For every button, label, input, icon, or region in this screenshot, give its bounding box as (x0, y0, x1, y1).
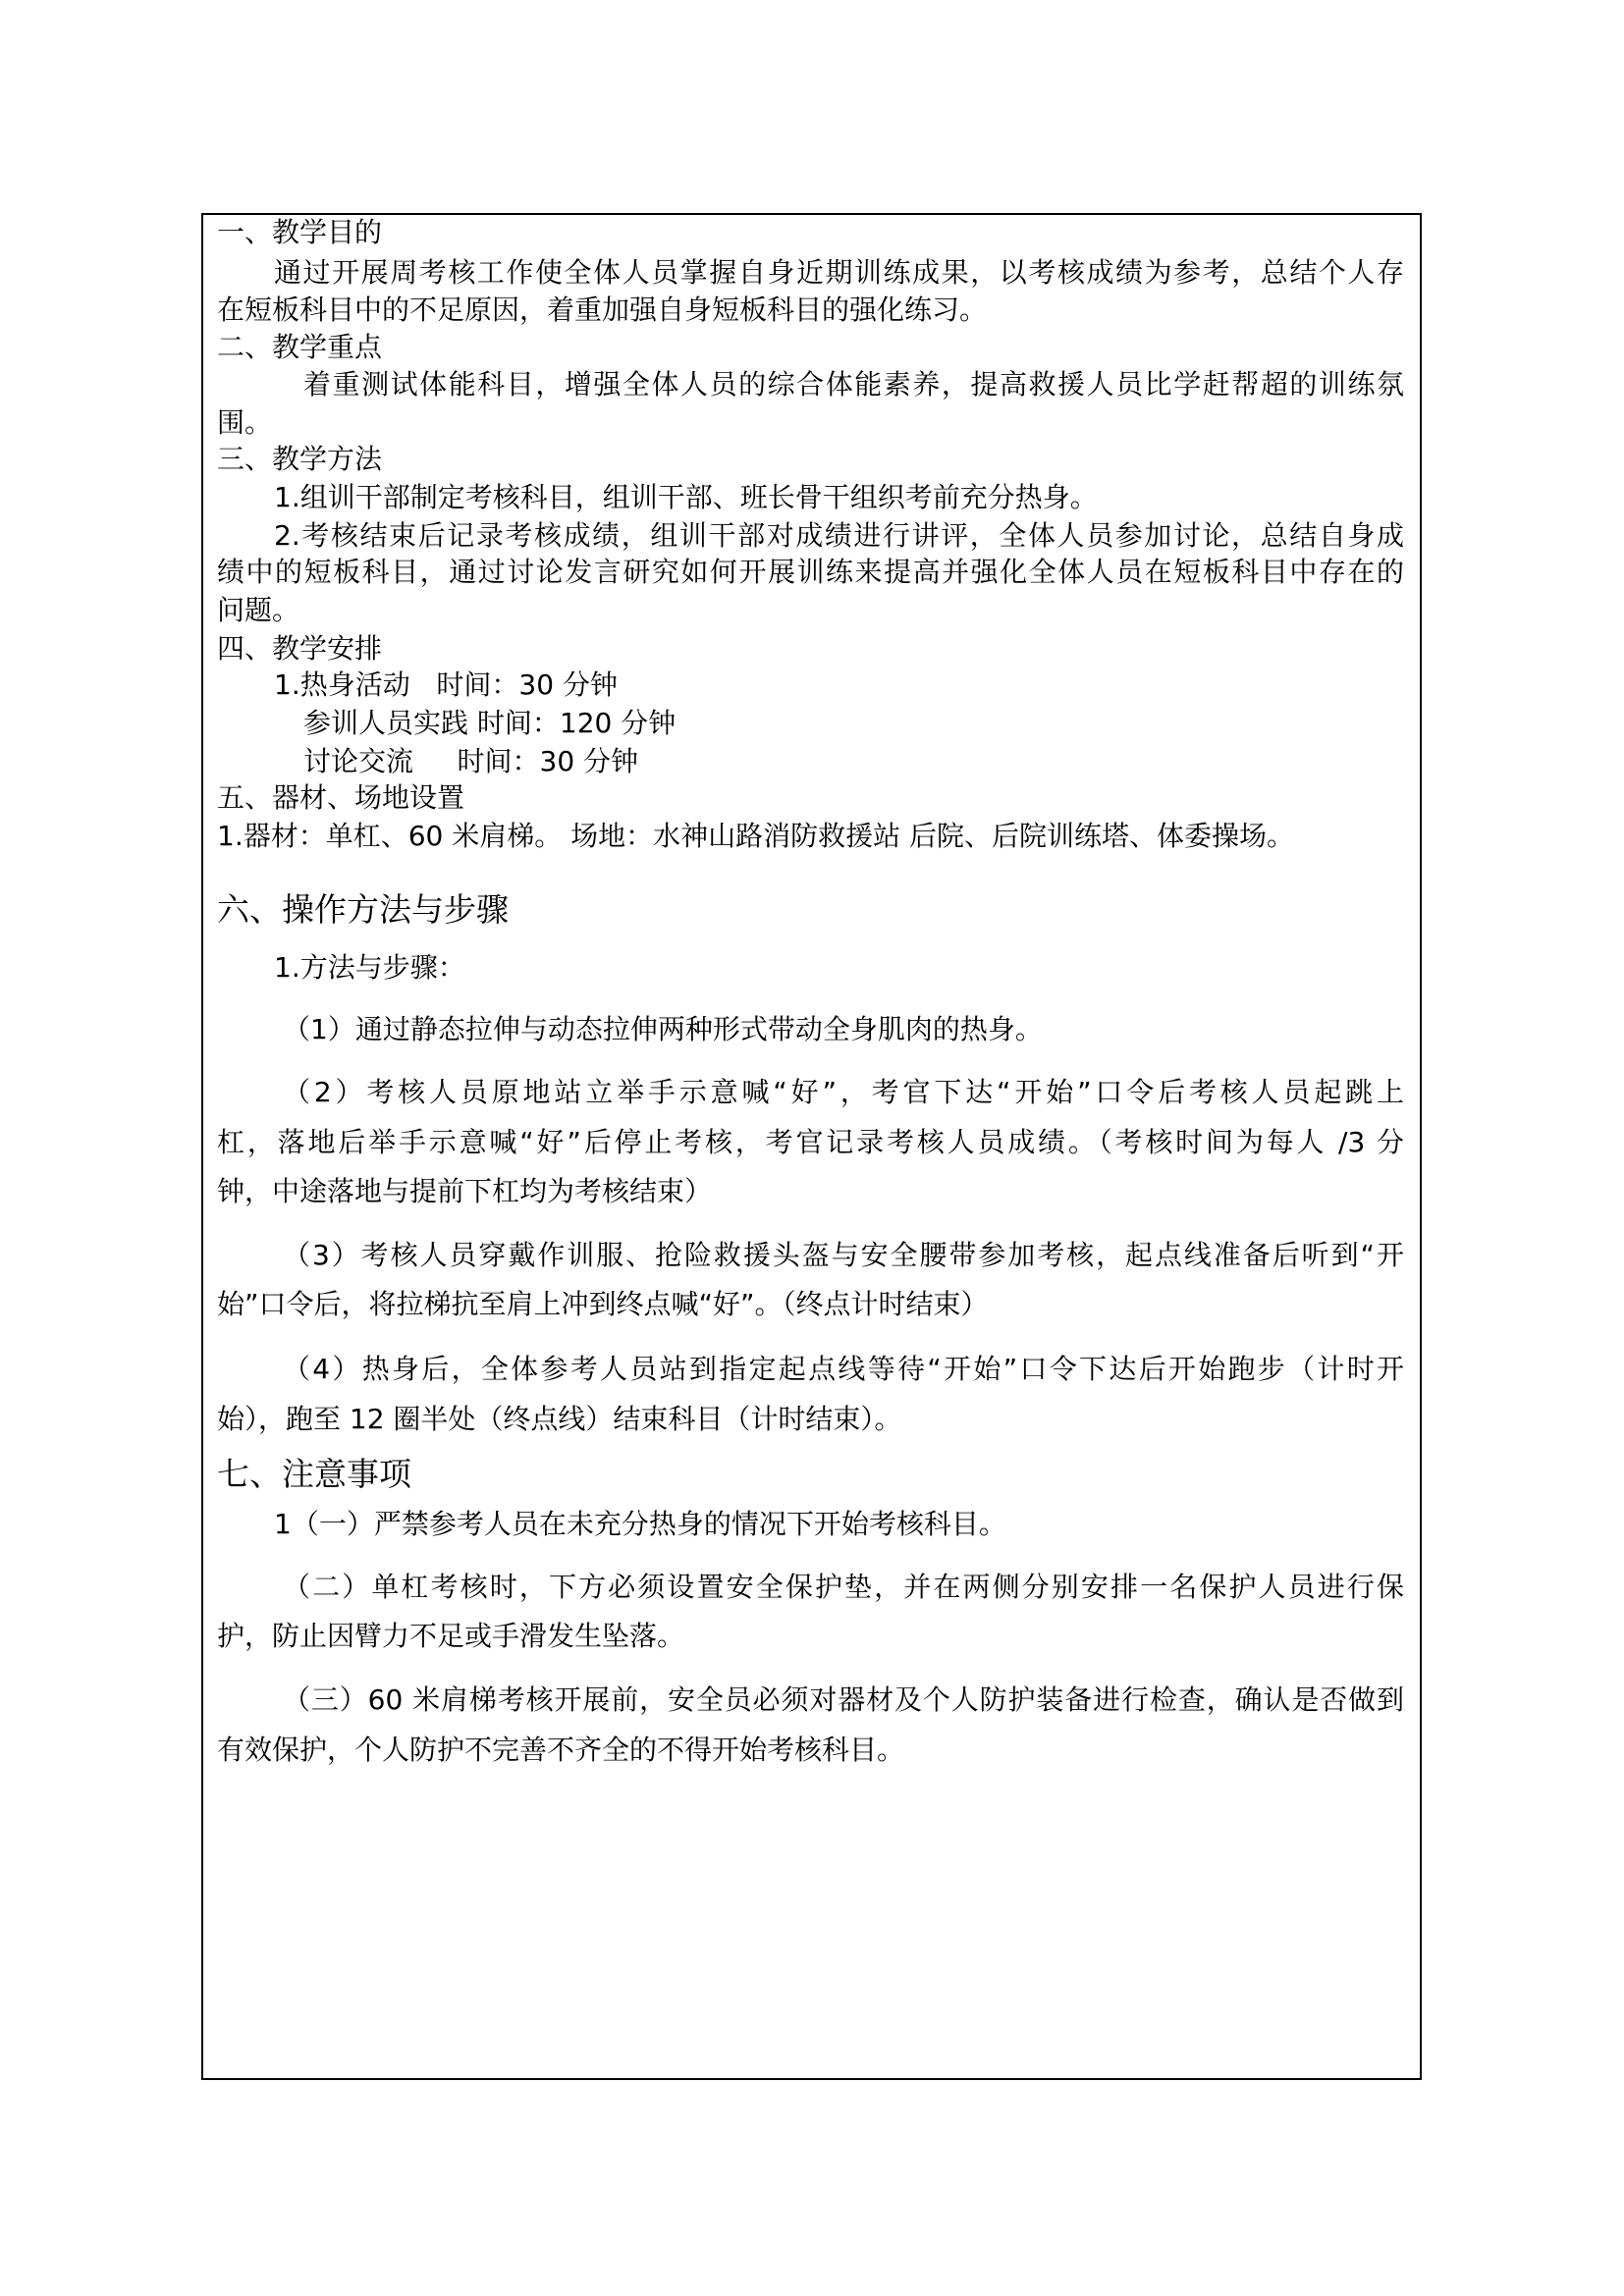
paragraph-line: 在短板科目中的不足原因，着重加强自身短板科目的强化练习。 (217, 294, 988, 326)
paragraph-line: 2.考核结束后记录考核成绩，组训干部对成绩进行讲评，全体人员参加讨论，总结自身成 (274, 519, 1404, 552)
section-heading-methods: 三、教学方法 (217, 443, 383, 475)
paragraph-line: （1）通过静态拉伸与动态拉伸两种形式带动全身肌肉的热身。 (283, 1013, 1043, 1045)
paragraph-line: 1.组训干部制定考核科目，组训干部、班长骨干组织考前充分热身。 (274, 481, 1098, 513)
section-heading-equipment: 五、器材、场地设置 (217, 781, 465, 814)
schedule-item: 1.热身活动 时间：30 分钟 (274, 668, 618, 701)
paragraph-line: 围。 (217, 406, 273, 439)
section-heading-objective: 一、教学目的 (217, 216, 383, 248)
paragraph-line: （二）单杠考核时，下方必须设置安全保护垫，并在两侧分别安排一名保护人员进行保 (283, 1571, 1404, 1603)
paragraph-line: 始”口令后，将拉梯抗至肩上冲到终点喊“好”。（终点计时结束） (217, 1288, 989, 1320)
section-heading-precautions: 七、注意事项 (217, 1455, 411, 1493)
paragraph-line: 1（一）严禁参考人员在未充分热身的情况下开始考核科目。 (274, 1508, 1006, 1540)
paragraph-line: （4）热身后，全体参考人员站到指定起点线等待“开始”口令下达后开始跑步（计时开 (283, 1353, 1404, 1385)
paragraph-line: 绩中的短板科目，通过讨论发言研究如何开展训练来提高并强化全体人员在短板科目中存在的 (217, 556, 1404, 588)
paragraph-line: 问题。 (217, 594, 300, 626)
section-heading-procedure: 六、操作方法与步骤 (217, 890, 509, 929)
paragraph-line: 钟，中途落地与提前下杠均为考核结束） (217, 1175, 713, 1207)
paragraph-line: （2）考核人员原地站立举手示意喊“好”，考官下达“开始”口令后考核人员起跳上 (283, 1076, 1404, 1108)
paragraph-line: 杠，落地后举手示意喊“好”后停止考核，考官记录考核人员成绩。（考核时间为每人 /3 分 (217, 1126, 1404, 1158)
paragraph-line: 有效保护，个人防护不完善不齐全的不得开始考核科目。 (217, 1734, 905, 1766)
section-heading-schedule: 四、教学安排 (217, 632, 383, 665)
paragraph-line: 1.器材：单杠、60 米肩梯。 场地：水神山路消防救援站 后院、后院训练塔、体委操场。 (217, 820, 1295, 852)
paragraph-line: 护，防止因臂力不足或手滑发生坠落。 (217, 1620, 685, 1652)
schedule-item: 讨论交流 时间：30 分钟 (303, 745, 639, 777)
paragraph-line: 通过开展周考核工作使全体人员掌握自身近期训练成果，以考核成绩为参考，总结个人存 (274, 256, 1404, 289)
schedule-item: 参训人员实践 时间：120 分钟 (303, 707, 677, 739)
section-heading-key-points: 二、教学重点 (217, 331, 383, 363)
paragraph-line: 着重测试体能科目，增强全体人员的综合体能素养，提高救援人员比学赶帮超的训练氛 (303, 368, 1404, 400)
paragraph-line: 1.方法与步骤： (274, 951, 465, 984)
paragraph-line: 始），跑至 12 圈半处（终点线）结束科目（计时结束）。 (217, 1403, 902, 1435)
paragraph-line: （三）60 米肩梯考核开展前，安全员必须对器材及个人防护装备进行检查，确认是否做到 (283, 1683, 1404, 1716)
paragraph-line: （3）考核人员穿戴作训服、抢险救援头盔与安全腰带参加考核，起点线准备后听到“开 (283, 1239, 1404, 1271)
